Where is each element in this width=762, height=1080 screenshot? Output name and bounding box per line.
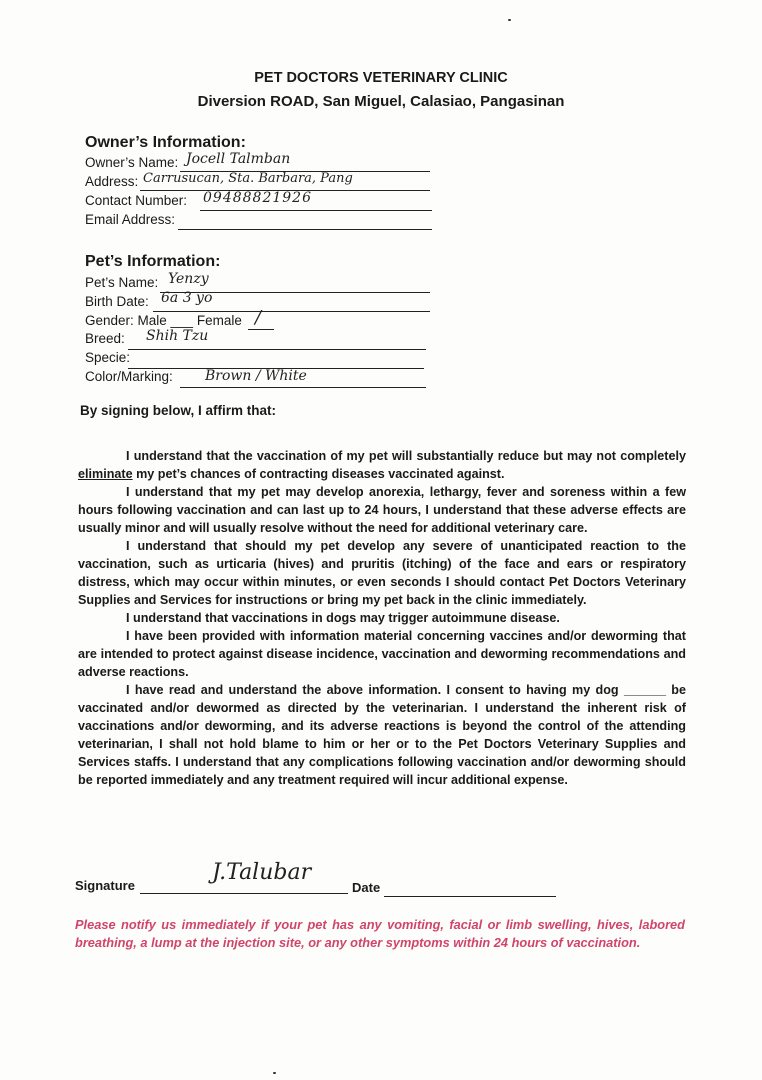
contact-number-line[interactable] (200, 210, 432, 211)
date-line[interactable] (384, 896, 556, 897)
scan-speck (508, 19, 511, 21)
specie-label: Specie: (85, 350, 131, 365)
consent-paragraph-5: I have been provided with information material concerning vaccines and/or deworming that are intended to protect against disease incidence, vaccination and deworming recommendations and adverse reactions. (78, 629, 686, 679)
owner-name-label: Owner’s Name: (85, 155, 179, 170)
address-label: Address: (85, 174, 139, 189)
breed-label: Breed: (85, 331, 125, 346)
date-label: Date (352, 880, 381, 895)
pet-name-label: Pet’s Name: (85, 275, 159, 290)
email-line[interactable] (178, 229, 432, 230)
scan-speck (273, 1072, 276, 1074)
pet-name-value: Yenzy (168, 271, 209, 287)
consent-body (78, 447, 686, 789)
contact-number-value: 09488821926 (203, 190, 312, 206)
notice-text: Please notify us immediately if your pet has any vomiting, facial or limb swelling, hives, labored breathing, a lump at the injection site, or any other symptoms within 24 hours of vaccination. (75, 917, 685, 950)
gender-female-mark: / (255, 307, 262, 328)
owner-section-title: Owner’s Information: (85, 134, 246, 151)
consent-p1-end: my pet’s chances of contracting diseases vaccinated against. (132, 467, 505, 481)
birth-date-label: Birth Date: (85, 294, 149, 309)
clinic-name: PET DOCTORS VETERINARY CLINIC (254, 70, 508, 86)
birth-date-line[interactable] (153, 311, 430, 312)
birth-date-value: 6a 3 yo (161, 290, 213, 306)
owner-name-value: Jocell Talmban (186, 151, 291, 167)
gender-female-line[interactable] (248, 329, 274, 330)
address-value: Carrusucan, Sta. Barbara, Pang (143, 171, 353, 186)
consent-p1-underlined: eliminate (78, 467, 133, 481)
consent-p1-start: I understand that the vaccination of my pet will substantially reduce but may not completely (126, 449, 686, 463)
signature-value: J.Talubar (212, 860, 312, 885)
gender-label: Gender: Male ___ Female (85, 313, 242, 328)
email-label: Email Address: (85, 212, 176, 227)
breed-line[interactable] (128, 349, 426, 350)
signature-label: Signature (75, 878, 135, 893)
breed-value: Shih Tzu (146, 328, 209, 344)
color-marking-value: Brown / White (205, 368, 307, 384)
affirm-intro: By signing below, I affirm that: (80, 403, 277, 418)
signature-line[interactable] (140, 893, 348, 894)
consent-paragraph-6: I have read and understand the above information. I consent to having my dog ______ be vaccinated and/or dewormed as directed by the veterinarian. I understand the inherent risk of vaccinations and/or deworming, and its adverse reactions is beyond the control of the attending veterinarian, I shall not hold blame to him or her or to the Pet Doctors Veterinary Supplies and Services staffs. I understand that any complications following vaccination and/or deworming should be reported immediately and any treatment required will incur additional expense. (78, 683, 686, 787)
consent-paragraph-2: I understand that my pet may develop anorexia, lethargy, fever and soreness within a few hours following vaccination and can last up to 24 hours, I understand that these adverse effects are usually minor and will usually resolve without the need for additional veterinary care. (78, 485, 686, 535)
color-marking-line[interactable] (180, 387, 426, 388)
consent-paragraph-1 (78, 447, 686, 483)
color-marking-label: Color/Marking: (85, 369, 173, 384)
pet-section-title: Pet’s Information: (85, 253, 221, 270)
clinic-address: Diversion ROAD, San Miguel, Calasiao, Pangasinan (197, 93, 565, 110)
consent-paragraph-4: I understand that vaccinations in dogs may trigger autoimmune disease. (126, 611, 560, 625)
consent-paragraph-3: I understand that should my pet develop any severe of unanticipated reaction to the vaccination, such as urticaria (hives) and pruritis (itching) of the face and ears or respiratory distress, which may occur within minutes, or even seconds I should contact Pet Doctors Veterinary Supplies and Services for instructions or bring my pet back in the clinic immediately. (78, 539, 686, 607)
contact-number-label: Contact Number: (85, 193, 188, 208)
